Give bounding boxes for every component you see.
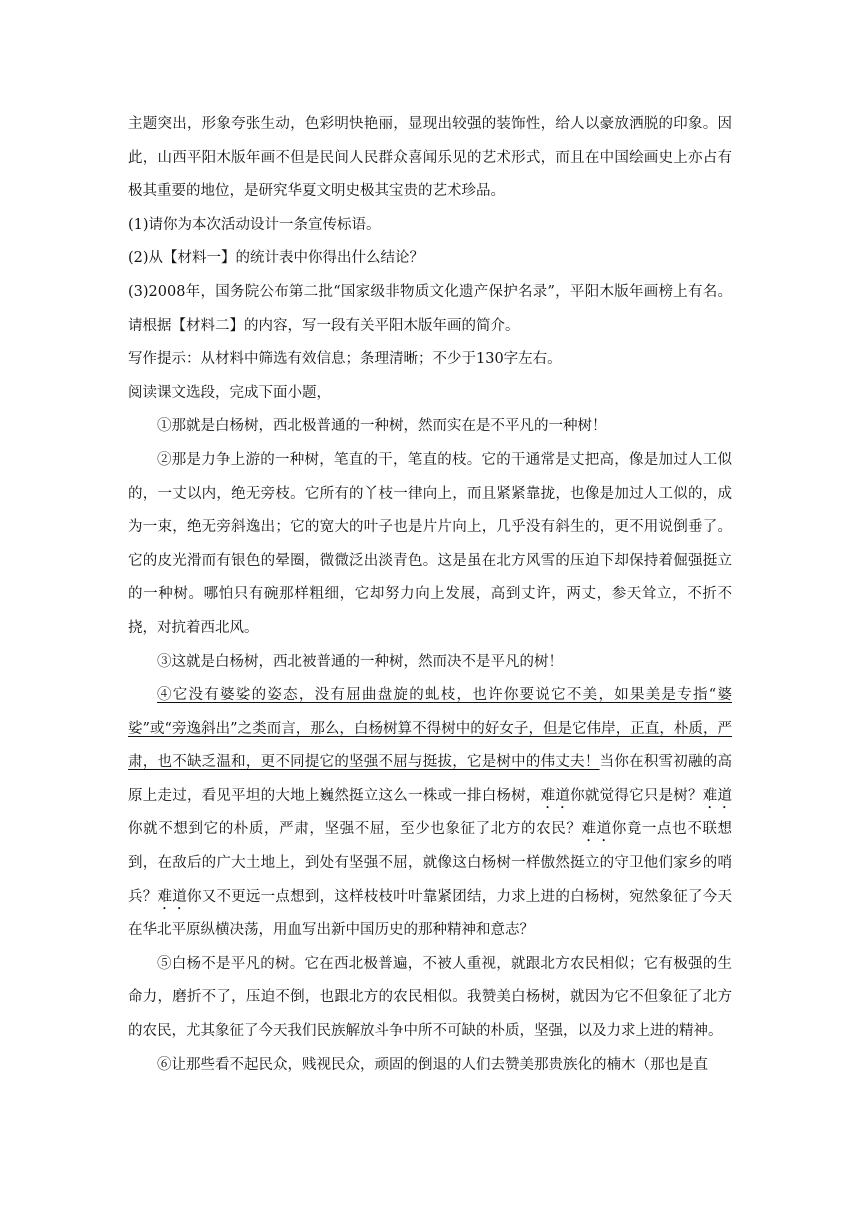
question-3: (3)2008年，国务院公布第二批“国家级非物质文化遗产保护名录”，平阳木版年画榜上有名。请根据【材料二】的内容，写一段有关平阳木版年画的简介。 bbox=[128, 283, 732, 334]
document-body bbox=[128, 108, 732, 1082]
question-2: (2)从【材料一】的统计表中你得出什么结论？ bbox=[128, 250, 425, 267]
underlined-sentence: ④它没有婆娑的姿态，没有屈曲盘旋的虬枝，也许你要说它不美，如果美是专指“婆娑”或“旁逸斜出”之类而言，那么，白杨树算不得树中的好女子，但是它伟岸，正直，朴质，严肃，也不缺乏温和，更不同提它的坚强不屈与挺拔，它是树中的伟丈夫！ bbox=[128, 687, 732, 771]
passage-paragraph-5: ⑤白杨不是平凡的树。它在西北极普遍，不被人重视，就跟北方农民相似；它有极强的生命力，磨折不了，压迫不倒，也跟北方的农民相似。我赞美白杨树，就因为它不但象征了北方的农民，尤其象征了今天我们民族解放斗争中所不可缺的朴质，坚强，以及力求上进的精神。 bbox=[128, 955, 732, 1040]
passage-paragraph-1: ①那就是白杨树，西北极普通的一种树，然而实在是不平凡的一种树！ bbox=[157, 418, 607, 435]
emphasized-word: 难道 bbox=[540, 787, 571, 804]
question-1: (1)请你为本次活动设计一条宣传标语。 bbox=[128, 216, 381, 233]
intro-paragraph: 主题突出，形象夸张生动，色彩明快艳丽，显现出较强的装饰性，给人以豪放洒脱的印象。因此，山西平阳木版年画不但是民间人民群众喜闻乐见的艺术形式，而且在中国绘画史上亦占有极其重要的地位，是研究华夏文明史极其宝贵的艺术珍品。 bbox=[128, 116, 732, 200]
emphasized-word: 难道 bbox=[157, 888, 187, 905]
writing-tip: 写作提示：从材料中筛选有效信息；条理清晰；不少于130字左右。 bbox=[128, 351, 562, 368]
passage-text: 你就不想到它的朴质，严肃，坚强不屈，至少也象征了北方的农民？ bbox=[128, 821, 582, 838]
emphasized-word: 难道 bbox=[581, 821, 612, 838]
passage-paragraph-6: ⑥让那些看不起民众，贱视民众，顽固的倒退的人们去赞美那贵族化的楠木（那也是直 bbox=[157, 1056, 708, 1073]
passage-paragraph-2: ②那是力争上游的一种树，笔直的干，笔直的枝。它的干通常是丈把高，像是加过人工似的，一丈以内，绝无旁枝。它所有的丫枝一律向上，而且紧紧靠拢，也像是加过人工似的，成为一束，绝无旁斜逸出；它的宽大的叶子也是片片向上，几乎没有斜生的，更不用说倒垂了。它的皮光滑而有银色的晕圈，微微泛出淡青色。这是虽在北方风雪的压迫下却保持着倔强挺立的一种树。哪怕只有碗那样粗细，它却努力向上发展，高到丈许，两丈，参天耸立，不折不挠，对抗着西北风。 bbox=[128, 451, 732, 636]
passage-text: 当你在积雪初融的高原上走过，看见平坦的大地上巍然挺立这么一株或一排白杨树， bbox=[128, 754, 733, 804]
passage-text: 你又不更远一点想到，这样枝枝叶叶靠紧团结，力求上进的白杨树，宛然象征了今天在华北平原纵横决荡，用血写出新中国历史的那种精神和意志？ bbox=[128, 888, 733, 939]
passage-text: 你就觉得它只是树？ bbox=[570, 787, 703, 804]
reading-instruction: 阅读课文选段，完成下面小题， bbox=[128, 384, 331, 401]
passage-paragraph-3: ③这就是白杨树，西北被普通的一种树，然而决不是平凡的树！ bbox=[157, 653, 563, 670]
passage-text: 你竟一点也不联想到，在敌后的广大土地上，到处有坚强不屈，就像这白杨树一样傲然挺立的守卫他们家乡的哨兵？ bbox=[128, 821, 733, 905]
emphasized-word: 难道 bbox=[702, 787, 733, 804]
passage-paragraph-4 bbox=[128, 679, 732, 948]
